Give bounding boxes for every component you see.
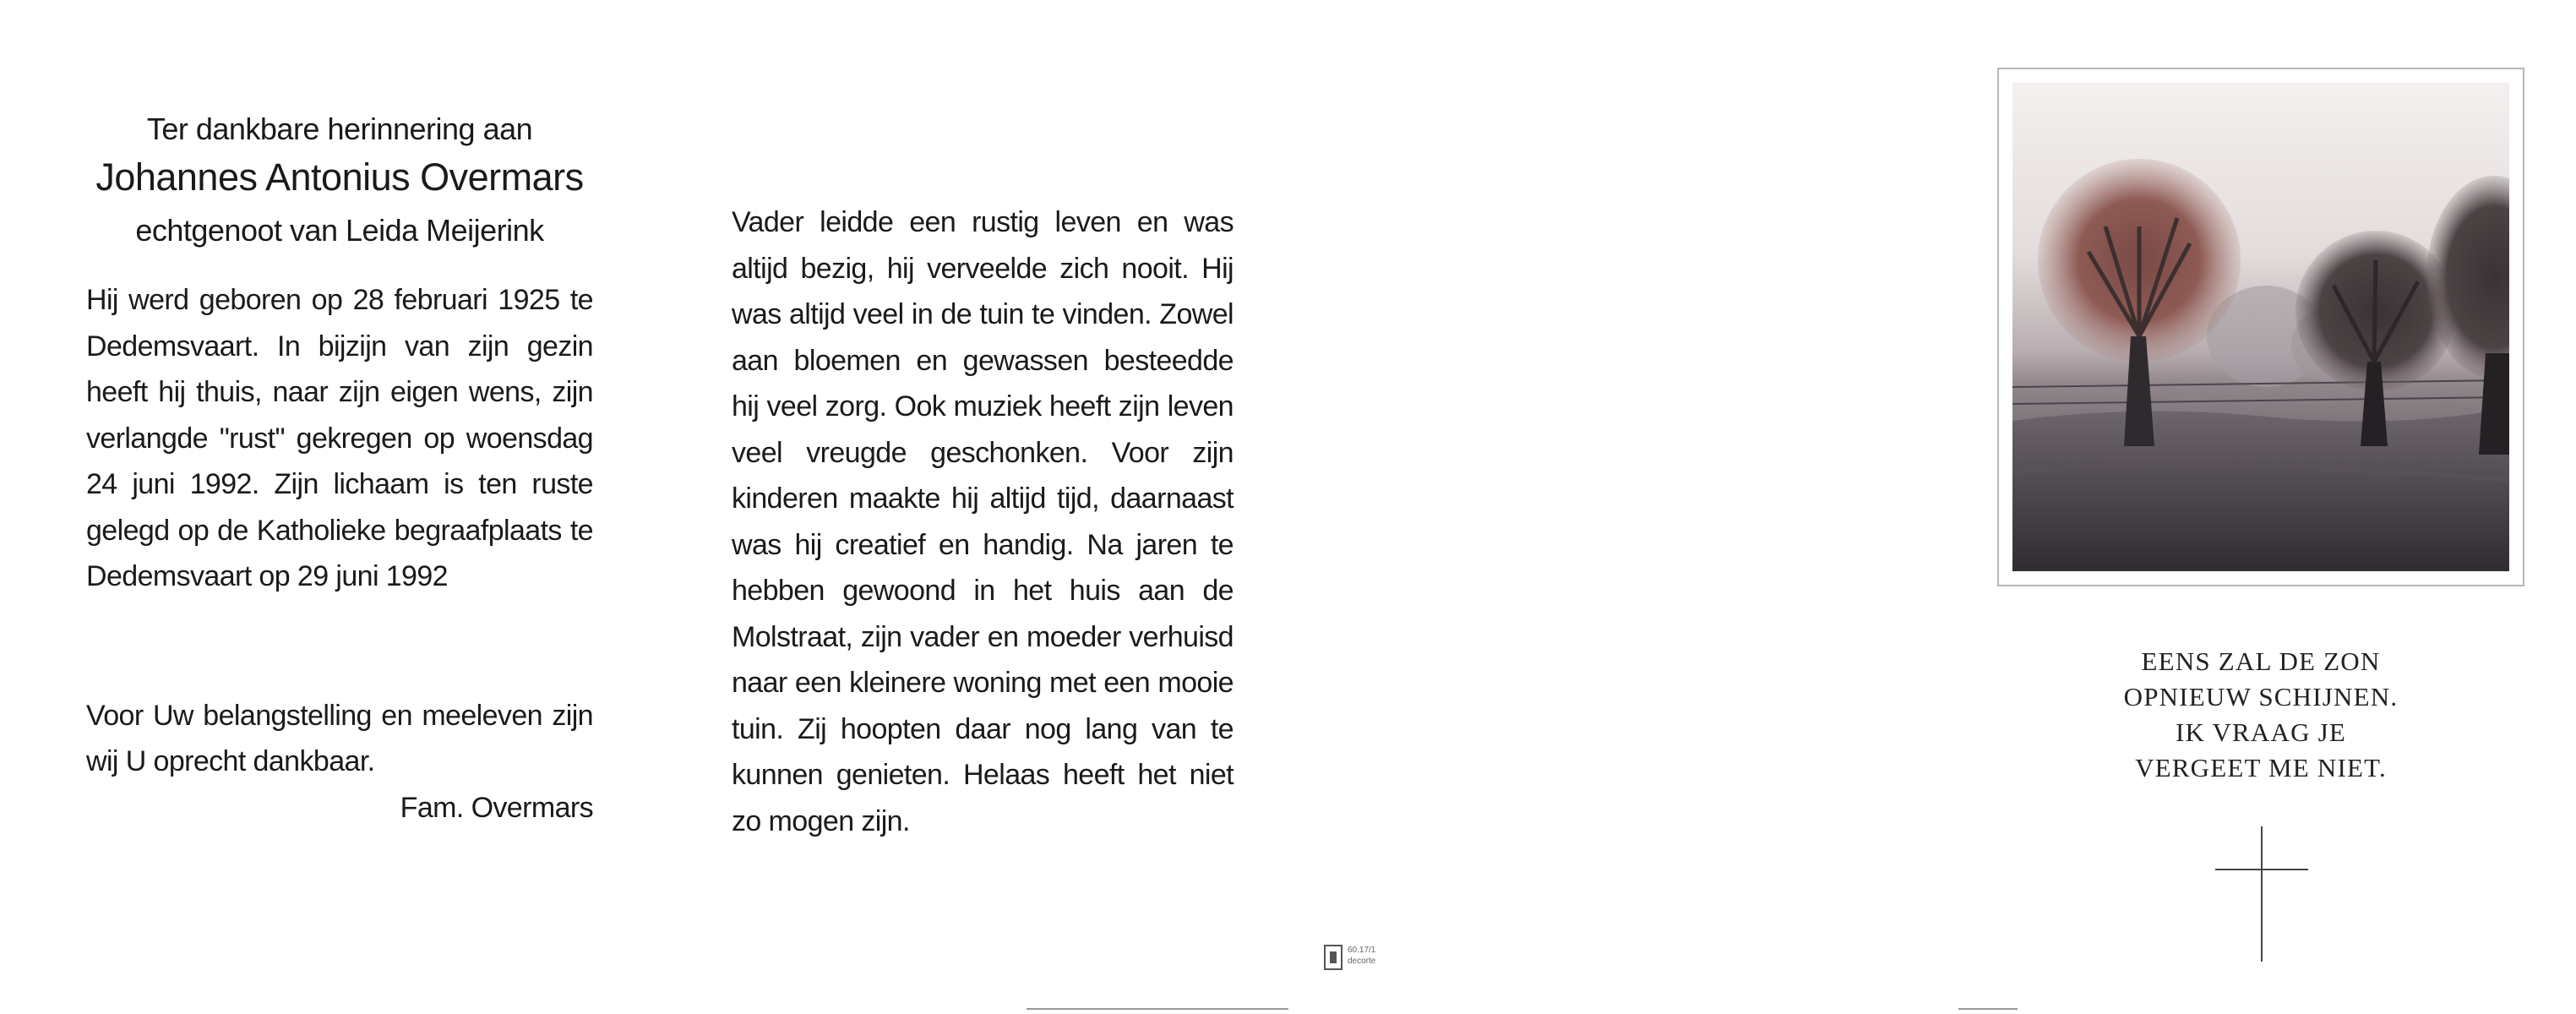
cross-horizontal	[2215, 869, 2308, 870]
printer-brand: decorte	[1348, 957, 1376, 966]
spouse-line: echtgenoot van Leida Meijerink	[135, 213, 544, 248]
left-column	[86, 108, 593, 831]
thanks-paragraph: Voor Uw belangstelling en meeleven zijn wij U oprecht dankbaar.	[86, 699, 593, 777]
cross-icon	[2215, 826, 2308, 962]
fold-line	[1027, 1008, 1288, 1010]
family-signature: Fam. Overmars	[400, 791, 593, 824]
printer-mark-text	[1348, 945, 1375, 967]
cross-vertical	[2261, 826, 2263, 962]
intro-line: Ter dankbare herinnering aan	[146, 112, 533, 146]
fold-line	[1958, 1008, 2018, 1010]
middle-column	[732, 199, 1234, 844]
poem-line: VERGEET ME NIET.	[2135, 753, 2387, 782]
landscape-photo	[2012, 83, 2509, 571]
poem-line: IK VRAAG JE	[2175, 717, 2347, 747]
printer-logo-icon	[1324, 945, 1342, 970]
poem-line: EENS ZAL DE ZON	[2141, 646, 2381, 676]
poem-line: OPNIEUW SCHIJNEN.	[2123, 682, 2399, 711]
deceased-name: Johannes Antonius Overmars	[95, 155, 584, 199]
poem	[1999, 644, 2523, 786]
birth-death-paragraph: Hij werd geboren op 28 februari 1925 te Dedemsvaart. In bijzijn van zijn gezin heeft hij thuis, naar zijn eigen wens, zijn verlangde "rust" gekregen op woensdag 24 juni 1992. Zijn lichaam is ten ruste gelegd op de Katholieke begraafplaats te Dedemsvaart op 29 juni 1992	[86, 284, 593, 592]
printer-mark	[1324, 945, 1434, 975]
life-paragraph: Vader leidde een rustig leven en was altijd bezig, hij verveelde zich nooit. Hij was altijd veel in de tuin te vinden. Zowel aan bloemen en gewassen besteedde hij veel zorg. Ook muziek heeft zijn leven veel vreugde geschonken. Voor zijn kinderen maakte hij altijd tijd, daarnaast was hij creatief en handig. Na jaren te hebben gewoond in het huis aan de Molstraat, zijn vader en moeder verhuisd naar een kleinere woning met een mooie tuin. Zij hoopten daar nog lang van te kunnen genieten. Helaas heeft het niet zo mogen zijn.	[732, 206, 1234, 837]
photo-frame	[1997, 68, 2524, 586]
printer-code: 60.17/1	[1348, 946, 1376, 955]
